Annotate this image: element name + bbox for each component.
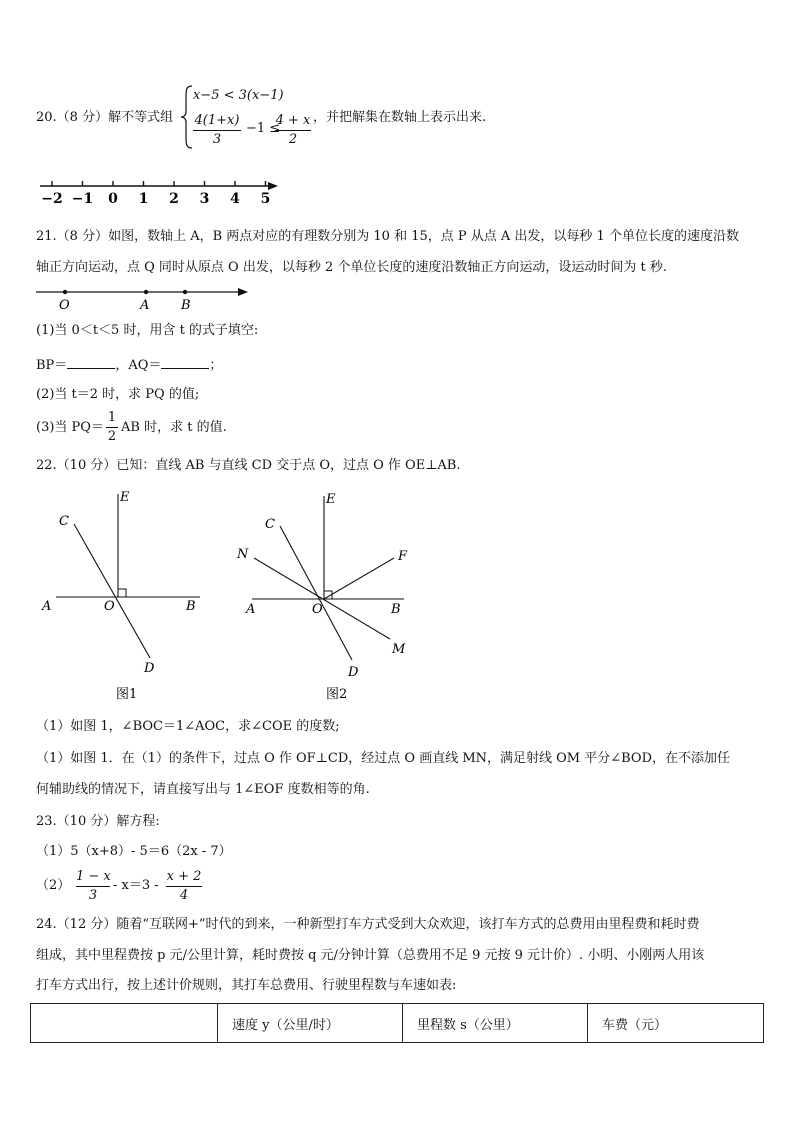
- fig1-label-c: C: [59, 514, 69, 529]
- table-header-cell: [31, 1004, 218, 1043]
- q21-part-1: (1)当 0＜t＜5 时，用含 t 的式子填空:: [36, 323, 259, 338]
- q21-axis-figure: [36, 284, 256, 312]
- fill-end: ；: [209, 358, 223, 373]
- point-o: [63, 290, 67, 294]
- q22-figure-1: [36, 486, 216, 706]
- q20-fraction-right: [275, 113, 311, 148]
- eq2-f1-num: 1 − x: [76, 869, 111, 884]
- q21-line-1: 21.（8 分）如图，数轴上 A，B 两点对应的有理数分别为 10 和 15，点 P 从点 A 出发，以每秒 1 个单位长度的速度沿数: [36, 229, 739, 244]
- q22-part-1: （1）如图 1，∠BOC＝1∠AOC，求∠COE 的度数;: [36, 719, 340, 734]
- number-line-label: 3: [199, 191, 210, 207]
- q20-inequality-2-mid: −1 ≤: [246, 121, 281, 136]
- number-line-label: 4: [230, 191, 240, 207]
- q24-line-3: 打车方式出行，按上述计价规则，其打车总费用、行驶里程数与车速如表:: [36, 978, 457, 993]
- q24-line-1: 24.（12 分）随着“互联网+”时代的到来，一种新型打车方式受到大众欢迎，该打车方式的总费用由里程费和耗时费: [36, 917, 700, 932]
- fig2-label-o: O: [312, 602, 323, 617]
- number-line-label: −1: [71, 191, 94, 207]
- point-a: [144, 290, 148, 294]
- q21-part-3-fraction: [106, 410, 118, 445]
- q20-inequality-1: x−5 < 3(x−1): [193, 88, 284, 103]
- q23-intro: 23.（10 分）解方程:: [36, 814, 160, 829]
- fig2-label-a: A: [246, 602, 256, 617]
- fig2-label-m: M: [392, 642, 406, 657]
- table-header-cell: 速度 y（公里/时）: [218, 1004, 403, 1043]
- q23-eq2-prefix: （2）: [36, 878, 71, 893]
- fig1-caption: 图1: [116, 687, 138, 702]
- q20-prefix: 20.（8 分）解不等式组: [36, 110, 174, 125]
- q22-part-2-line-2: 何辅助线的情况下，请直接写出与 1∠EOF 度数相等的角.: [36, 782, 370, 797]
- q20-number-line: [36, 176, 286, 208]
- eq2-f1-den: 3: [88, 888, 98, 903]
- aq-label: ，AQ＝: [115, 358, 162, 373]
- fig1-label-d: D: [144, 661, 155, 676]
- eq2-f2-den: 4: [179, 888, 189, 903]
- table-header-row: [31, 1004, 764, 1043]
- fig2-label-f: F: [398, 549, 408, 564]
- q22-intro: 22.（10 分）已知：直线 AB 与直线 CD 交于点 O，过点 O 作 OE⊥AB.: [36, 458, 461, 473]
- fig1-label-a: A: [42, 599, 52, 614]
- fig2-label-b: B: [391, 602, 401, 617]
- q24-line-2: 组成，其中里程费按 p 元/公里计算，耗时费按 q 元/分钟计算（总费用不足 9 元按 9 元计价）. 小明、小刚两人用该: [36, 948, 705, 963]
- q21-part-1-fill: [36, 356, 222, 374]
- number-line-label: 0: [108, 191, 118, 207]
- table-header-cell: 里程数 s（公里）: [403, 1004, 588, 1043]
- fig2-caption: 图2: [326, 687, 348, 702]
- number-line-label: 5: [260, 191, 271, 207]
- q20-frac-right-den: 2: [288, 132, 298, 147]
- q21-part-2: (2)当 t＝2 时，求 PQ 的值;: [36, 387, 200, 402]
- q20-frac-left-num: 4(1+x): [194, 113, 240, 128]
- half-num: 1: [107, 410, 117, 425]
- bp-label: BP＝: [36, 358, 68, 373]
- fig1-label-b: B: [186, 599, 196, 614]
- q20-fraction-left: [193, 113, 241, 148]
- q22-figure-2: [237, 486, 430, 706]
- q23-equation-1: （1）5（x+8）- 5＝6（2x - 7）: [36, 844, 232, 859]
- fig2-label-n: N: [237, 547, 249, 562]
- label-a: A: [140, 298, 150, 313]
- q21-part-3-suffix: AB 时，求 t 的值.: [121, 420, 227, 435]
- q22-part-2-line-1: （1）如图 1．在（1）的条件下，过点 O 作 OF⊥CD，经过点 O 画直线 MN，满足射线 OM 平分∠BOD，在不添加任: [36, 751, 731, 766]
- label-o: O: [59, 298, 70, 313]
- q20-frac-left-den: 3: [212, 132, 222, 147]
- system-brace: [180, 84, 194, 150]
- q23-eq2-fraction-1: [76, 869, 110, 904]
- point-b: [183, 290, 187, 294]
- fig1-label-o: O: [104, 599, 115, 614]
- q21-part-3-prefix: (3)当 PQ＝: [36, 420, 104, 435]
- eq2-f2-num: x + 2: [166, 869, 202, 884]
- fig2-label-e: E: [326, 492, 336, 507]
- q23-eq2-fraction-2: [166, 869, 202, 904]
- number-line-label: 2: [169, 191, 179, 207]
- fare-table: [30, 1003, 764, 1043]
- q21-line-2: 轴正方向运动，点 Q 同时从原点 O 出发，以每秒 2 个单位长度的速度沿数轴正方向运动，设运动时间为 t 秒.: [36, 260, 668, 275]
- label-b: B: [181, 298, 191, 313]
- q20-frac-right-num: 4 + x: [275, 113, 311, 128]
- number-line-label: 1: [138, 191, 149, 207]
- half-den: 2: [107, 429, 117, 444]
- fig2-label-d: D: [348, 665, 359, 680]
- bp-blank[interactable]: [67, 356, 115, 369]
- aq-blank[interactable]: [161, 356, 209, 369]
- fig2-label-c: C: [265, 517, 275, 532]
- q20-suffix: ，并把解集在数轴上表示出来.: [313, 110, 487, 125]
- table-header-cell: 车费（元）: [588, 1004, 764, 1043]
- number-line-label: −2: [41, 191, 63, 207]
- q23-eq2-mid: - x＝3 -: [113, 878, 159, 893]
- fig1-label-e: E: [120, 490, 130, 505]
